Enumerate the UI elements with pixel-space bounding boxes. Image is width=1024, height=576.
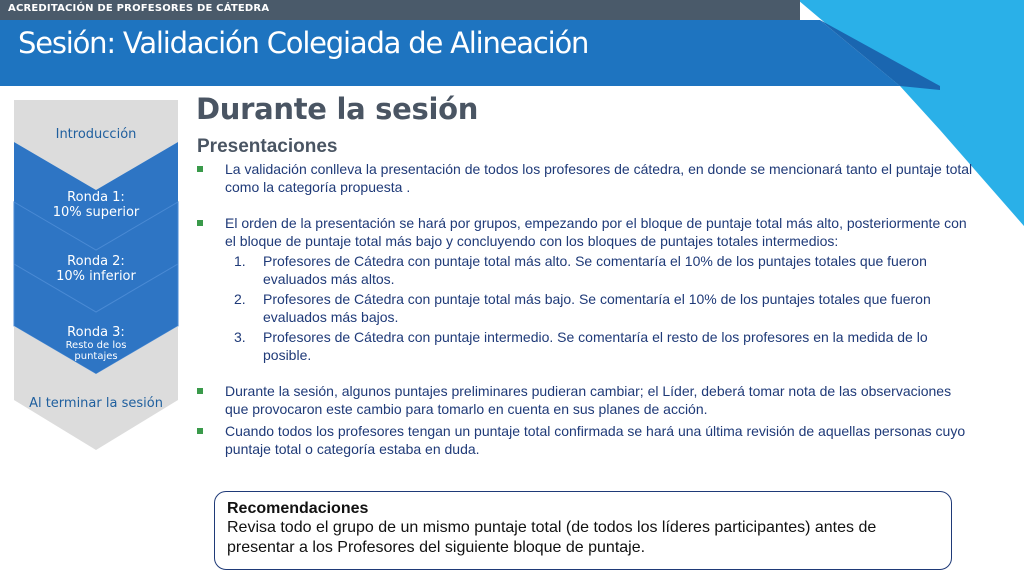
- step-ronda-3-desc-1: Resto de los: [65, 340, 127, 351]
- numbered-item-index: 1.: [234, 253, 246, 269]
- step-ronda-1: [14, 190, 178, 220]
- step-ronda-2-desc: 10% inferior: [56, 269, 136, 284]
- step-ronda-2: [14, 254, 178, 284]
- numbered-item-text: Profesores de Cátedra con puntaje total más alto. Se comentaría el 10% de los puntajes totales que fueron evaluados más altos.: [263, 253, 927, 287]
- step-ronda-1-desc: 10% superior: [52, 205, 140, 220]
- numbered-item-text: Profesores de Cátedra con puntaje intermedio. Se comentaría el resto de los profesores en la medida de lo posible.: [263, 329, 928, 363]
- bullet-item: El orden de la presentación se hará por grupos, empezando por el bloque de puntaje total más alto, posteriormente con el bloque de puntaje total más bajo y concluyendo con los bloques de puntajes totales intermedios:: [196, 214, 976, 250]
- recommendations-box: [214, 491, 952, 570]
- recommendations-title: Recomendaciones: [227, 500, 369, 517]
- numbered-item: [196, 252, 976, 288]
- section-heading: Durante la sesión: [196, 92, 479, 126]
- step-ronda-3-title: Ronda 3:: [67, 325, 125, 340]
- step-ronda-2-title: Ronda 2:: [67, 254, 125, 269]
- step-ronda-3: [14, 325, 178, 362]
- step-al-terminar: [14, 396, 178, 411]
- recommendations-body: Revisa todo el grupo de un mismo puntaje total (de todos los líderes participantes) antes de presentar a los Profesores del siguiente bloque de puntaje.: [227, 519, 877, 556]
- numbered-item-index: 3.: [234, 329, 246, 345]
- step-introduccion-label: Introducción: [55, 127, 137, 142]
- step-introduccion: [14, 127, 178, 142]
- process-chevrons: [0, 0, 200, 576]
- numbered-item: [196, 328, 976, 364]
- top-bar-label: ACREDITACIÓN DE PROFESORES DE CÁTEDRA: [8, 3, 270, 14]
- bullet-item: La validación conlleva la presentación de todos los profesores de cátedra, en donde se mencionará tanto el puntaje total como la categoría propuesta .: [196, 160, 976, 196]
- step-ronda-1-title: Ronda 1:: [67, 190, 125, 205]
- page-title: Sesión: Validación Colegiada de Alineación: [18, 26, 589, 60]
- step-ronda-3-desc-2: puntajes: [74, 351, 118, 362]
- numbered-item-index: 2.: [234, 291, 246, 307]
- step-al-terminar-label: Al terminar la sesión: [29, 396, 163, 411]
- bullet-item: Cuando todos los profesores tengan un puntaje total confirmada se hará una última revisión de aquellas personas cuyo puntaje total o categoría estaba en duda.: [196, 422, 976, 458]
- numbered-item: [196, 290, 976, 326]
- section-subheading: Presentaciones: [197, 136, 338, 157]
- bullet-item: Durante la sesión, algunos puntajes preliminares pudieran cambiar; el Líder, deberá tomar nota de las observaciones que provocaron este cambio para tomarlo en cuenta en sus planes de acción.: [196, 382, 976, 418]
- numbered-item-text: Profesores de Cátedra con puntaje total más bajo. Se comentaría el 10% de los puntajes totales que fueron evaluados más bajos.: [263, 291, 931, 325]
- content-body: [196, 160, 976, 458]
